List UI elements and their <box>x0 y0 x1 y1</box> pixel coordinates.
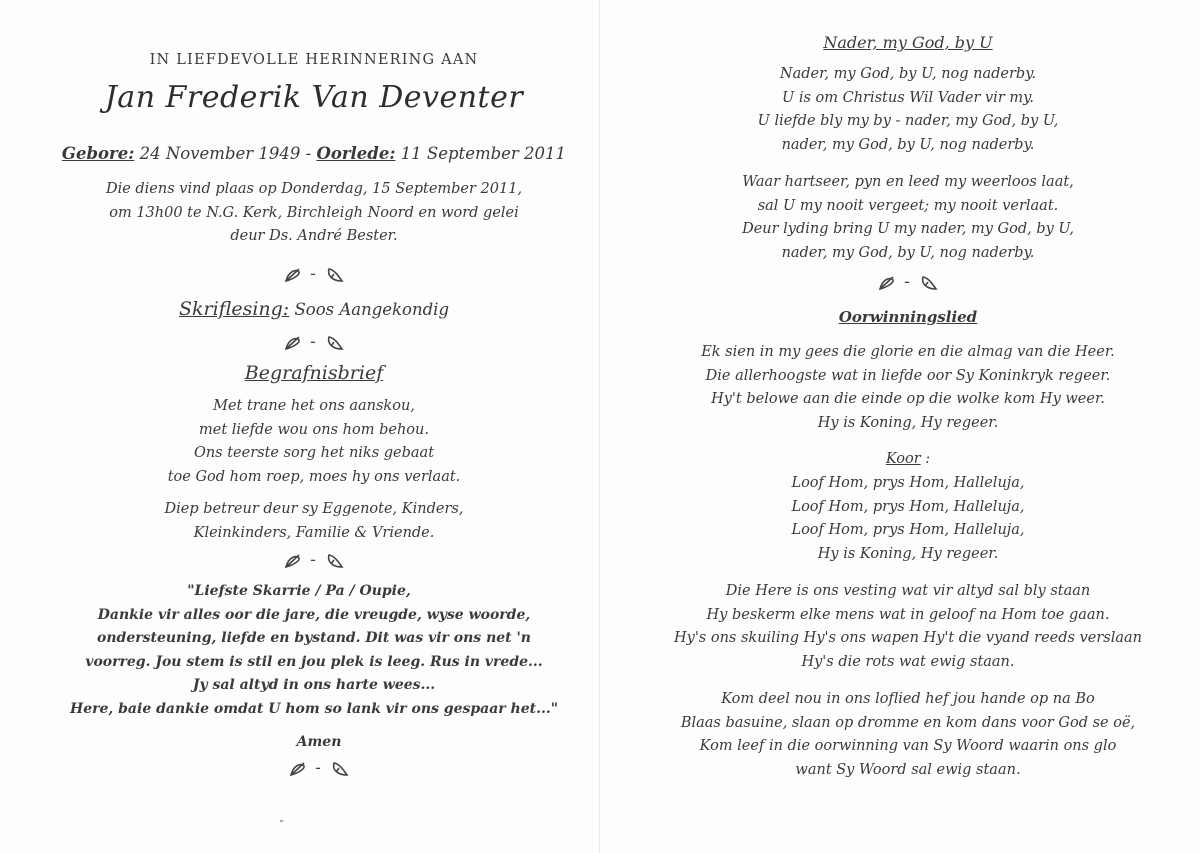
leaf-ornament-icon <box>330 760 350 778</box>
service-line: om 13h00 te N.G. Kerk, Birchleigh Noord en word gelei <box>109 204 519 221</box>
leaf-ornament-icon <box>877 274 897 292</box>
mourners-line: Kleinkinders, Familie & Vriende. <box>193 524 435 541</box>
leaf-ornament-icon <box>325 552 345 570</box>
hymn2-stanza3 <box>600 688 1200 782</box>
deceased-name: Jan Frederik Van Deventer <box>104 80 524 115</box>
amen-text: Amen <box>296 734 342 750</box>
leaf-ornament-icon <box>283 552 303 570</box>
message-line: voorreg. Jou stem is stil en jou plek is leeg. Rus in vrede... <box>85 653 543 670</box>
hymn-line: Hy't belowe aan die einde op die wolke kom Hy weer. <box>711 391 1105 407</box>
message-line: "Liefste Skarrie / Pa / Oupie, <box>187 583 411 599</box>
hymn2-title: Oorwinningslied <box>838 308 978 326</box>
memorial-header: IN LIEFDEVOLLE HERINNERING AAN <box>149 52 479 68</box>
chorus-colon: : <box>925 451 931 467</box>
hymn-line: Die Here is ons vesting wat vir altyd sal bly staan <box>725 583 1091 599</box>
hymn-line: Kom deel nou in ons loflied hef jou hande op na Bo <box>721 691 1095 707</box>
verse-line: met liefde wou ons hom behou. <box>199 421 429 438</box>
life-dates <box>0 144 628 163</box>
chorus-label: Koor <box>885 451 921 467</box>
leaf-ornament-icon <box>919 274 939 292</box>
hymn-line: Kom leef in die oorwinning van Sy Woord waarin ons glo <box>699 738 1117 754</box>
leaf-ornament-icon <box>283 334 303 352</box>
mourners-text <box>0 498 628 545</box>
hymn-line: want Sy Woord sal ewig staan. <box>795 761 1021 778</box>
message-line: Jy sal altyd in ons harte wees... <box>192 677 436 693</box>
hymn1-stanza2 <box>600 171 1200 265</box>
ornament-divider <box>0 758 638 778</box>
message-line: Here, baie dankie omdat U hom so lank vir ons gespaar het..." <box>69 700 559 717</box>
leaf-ornament-icon <box>283 266 303 284</box>
chorus-line: Loof Hom, prys Hom, Halleluja, <box>791 498 1025 515</box>
verse-line: toe God hom roep, moes hy ons verlaat. <box>167 468 461 485</box>
hymn-line: Hy's die rots wat ewig staan. <box>801 653 1015 670</box>
born-date: 24 November 1949 <box>139 144 301 163</box>
hymn-line: Blaas basuine, slaan op dromme en kom dans voor God se oë, <box>680 714 1136 731</box>
chorus-heading <box>600 451 1200 467</box>
ornament-divider <box>600 272 1200 292</box>
hymn-line: Ek sien in my gees die glorie en die almag van die Heer. <box>701 344 1115 360</box>
hymn-line: U liefde bly my by - nader, my God, by U, <box>757 113 1059 129</box>
hymn1-title: Nader, my God, by U <box>823 33 993 52</box>
scripture-reading <box>0 298 628 320</box>
ornament-divider <box>0 550 628 570</box>
verse-line: Ons teerste sorg het niks gebaat <box>193 445 435 461</box>
service-line: Die diens vind plaas op Donderdag, 15 September 2011, <box>105 181 523 197</box>
verse-line: Met trane het ons aanskou, <box>213 398 415 414</box>
leaf-ornament-icon <box>325 266 345 284</box>
hymn2-stanza2 <box>600 580 1200 674</box>
hymn-line: U is om Christus Wil Vader vir my. <box>782 89 1034 106</box>
ornament-divider <box>0 332 628 352</box>
died-date: 11 September 2011 <box>400 144 567 163</box>
died-label: Oorlede: <box>316 144 396 163</box>
chorus-line: Loof Hom, prys Hom, Halleluja, <box>791 475 1025 491</box>
ornament-dash: - <box>904 272 912 292</box>
hymn-line: Hy is Koning, Hy regeer. <box>817 414 999 431</box>
message-line: Dankie vir alles oor die jare, die vreugde, wyse woorde, <box>97 606 531 623</box>
hymn1-stanza1 <box>600 63 1200 157</box>
chorus-lines <box>600 472 1200 566</box>
born-label: Gebore: <box>61 144 135 163</box>
hymn-line: Hy beskerm elke mens wat in geloof na Hom toe gaan. <box>706 606 1110 623</box>
date-separator: - <box>305 144 312 163</box>
mourners-line: Diep betreur deur sy Eggenote, Kinders, <box>164 501 464 517</box>
hymn-line: Die allerhoogste wat in liefde oor Sy Koninkryk regeer. <box>705 367 1111 384</box>
service-line: deur Ds. André Bester. <box>230 228 398 244</box>
ornament-dash: - <box>310 550 318 570</box>
leaf-ornament-icon <box>325 334 345 352</box>
personal-message <box>0 580 628 721</box>
hymn-line: Waar hartseer, pyn en leed my weerloos laat, <box>742 174 1074 190</box>
ornament-divider <box>0 264 628 284</box>
leaf-ornament-icon <box>288 760 308 778</box>
hymn-line: sal U my nooit vergeet; my nooit verlaat. <box>757 197 1059 214</box>
print-speck <box>280 820 283 822</box>
hymn-line: Nader, my God, by U, nog naderby. <box>779 66 1037 82</box>
service-details <box>0 178 628 249</box>
hymn-line: Hy's ons skuiling Hy's ons wapen Hy't die vyand reeds verslaan <box>673 630 1143 646</box>
hymn-line: nader, my God, by U, nog naderby. <box>781 136 1035 153</box>
message-line: ondersteuning, liefde en bystand. Dit was vir ons net 'n <box>97 630 531 646</box>
ornament-dash: - <box>315 758 323 778</box>
right-page <box>600 0 1200 853</box>
ornament-dash: - <box>310 332 318 352</box>
ornament-dash: - <box>310 264 318 284</box>
memorial-verse <box>0 395 628 489</box>
scripture-label: Skriflesing: <box>178 298 290 320</box>
hymn-line: nader, my God, by U, nog naderby. <box>781 244 1035 261</box>
chorus-line: Hy is Koning, Hy regeer. <box>817 545 999 562</box>
chorus-line: Loof Hom, prys Hom, Halleluja, <box>791 522 1025 538</box>
scripture-value: Soos Aangekondig <box>294 300 450 319</box>
hymn2-stanza1 <box>600 341 1200 435</box>
hymn-line: Deur lyding bring U my nader, my God, by U, <box>742 221 1074 237</box>
burial-letter-title: Begrafnisbrief <box>244 362 384 384</box>
